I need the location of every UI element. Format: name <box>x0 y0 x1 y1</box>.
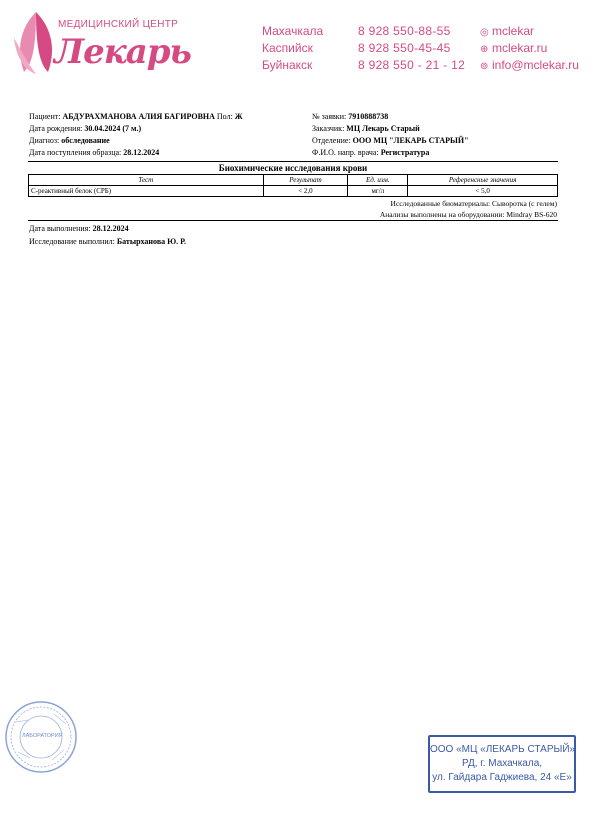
column-header-result: Результат <box>263 175 348 186</box>
round-seal-stamp <box>4 700 78 774</box>
contact-social[interactable]: ◎ mclekar <box>480 24 535 38</box>
order-number: 7910888738 <box>348 112 389 121</box>
contact-phone[interactable]: 8 928 550-88-55 <box>358 24 451 38</box>
contact-website[interactable]: ⊕ mclekar.ru <box>480 41 548 55</box>
patient-name-row: Пациент: АБДУРАХМАНОВА АЛИЯ БАГИРОВНА Пол: Ж <box>29 112 243 121</box>
rectangular-stamp <box>428 735 576 793</box>
contact-email[interactable]: ⊚ info@mclekar.ru <box>480 58 579 72</box>
contact-city: Каспийск <box>262 41 313 55</box>
order-info <box>312 111 469 159</box>
test-unit: мг/л <box>348 186 408 197</box>
column-header-reference: Референсные значения <box>408 175 558 186</box>
contact-phone[interactable]: 8 928 550 - 21 - 12 <box>358 58 466 72</box>
stamp-line: ООО «МЦ «ЛЕКАРЬ СТАРЫЙ» <box>430 744 576 755</box>
performer-row: Исследование выполнил: Батырханова Ю. Р. <box>29 237 187 246</box>
analysis-notes <box>28 198 557 220</box>
logo-brand: Лекарь <box>54 32 191 72</box>
results-table <box>28 174 558 197</box>
order-department-row: Отделение: ООО МЦ "ЛЕКАРЬ СТАРЫЙ" <box>312 136 469 145</box>
instagram-icon: ◎ <box>480 27 489 38</box>
stamp-line: ул. Гайдара Гаджиева, 24 «Е» <box>432 772 572 783</box>
order-customer: МЦ Лекарь Старый <box>346 124 420 133</box>
patient-diagnosis: обследование <box>61 136 110 145</box>
sample-received-date: 28.12.2024 <box>123 148 160 157</box>
column-header-unit: Ед. изм. <box>348 175 408 186</box>
completion-date-row: Дата выполнения: 28.12.2024 <box>29 224 129 233</box>
globe-icon: ⊕ <box>480 44 489 55</box>
contact-city: Махачкала <box>262 24 324 38</box>
order-doctor: Регистратура <box>380 148 430 157</box>
column-header-test: Тест <box>29 175 264 186</box>
patient-diagnosis-row: Диагноз: обследование <box>29 136 110 145</box>
patient-sex: Ж <box>234 112 243 121</box>
patient-info <box>29 111 243 159</box>
sample-received-row: Дата поступления образца: 28.12.2024 <box>29 148 160 157</box>
biomaterial-note: Исследованные биоматериалы: Сыворотка (с гелем) <box>390 199 557 208</box>
equipment-note: Анализы выполнены на оборудовании: Mindray BS-620 <box>379 210 557 219</box>
order-doctor-row: Ф.И.О. напр. врача: Регистратура <box>312 148 430 157</box>
order-customer-row: Заказчик: МЦ Лекарь Старый <box>312 124 420 133</box>
contact-row <box>262 41 592 57</box>
test-name: С-реактивный белок (СРБ) <box>29 186 264 197</box>
order-number-row: № заявки: 7910888738 <box>312 112 389 121</box>
table-row <box>29 186 558 197</box>
clinic-logo <box>10 8 191 78</box>
patient-name: АБДУРАХМАНОВА АЛИЯ БАГИРОВНА <box>62 112 215 121</box>
contact-row <box>262 24 592 40</box>
contact-phone[interactable]: 8 928 550-45-45 <box>358 41 451 55</box>
test-result: < 2,0 <box>263 186 348 197</box>
email-icon: ⊚ <box>480 61 489 72</box>
contact-city: Буйнакск <box>262 58 313 72</box>
completion-info <box>29 222 186 248</box>
order-department: ООО МЦ "ЛЕКАРЬ СТАРЫЙ" <box>352 136 469 145</box>
divider <box>28 220 558 221</box>
table-header-row <box>29 175 558 186</box>
section-title: Биохимические исследования крови <box>218 163 368 173</box>
stamp-center-text: ЛАБОРАТОРИЯ <box>22 733 63 739</box>
test-reference: < 5,0 <box>408 186 558 197</box>
patient-dob-row: Дата рождения: 30.04.2024 (7 м.) <box>29 124 142 133</box>
contact-row <box>262 58 592 74</box>
patient-dob: 30.04.2024 (7 м.) <box>84 124 142 133</box>
completion-date: 28.12.2024 <box>92 224 129 233</box>
stamp-line: РД, г. Махачкала, <box>461 758 543 769</box>
logo-subtitle: МЕДИЦИНСКИЙ ЦЕНТР <box>58 19 179 30</box>
performer-name: Батырханова Ю. Р. <box>116 237 187 246</box>
